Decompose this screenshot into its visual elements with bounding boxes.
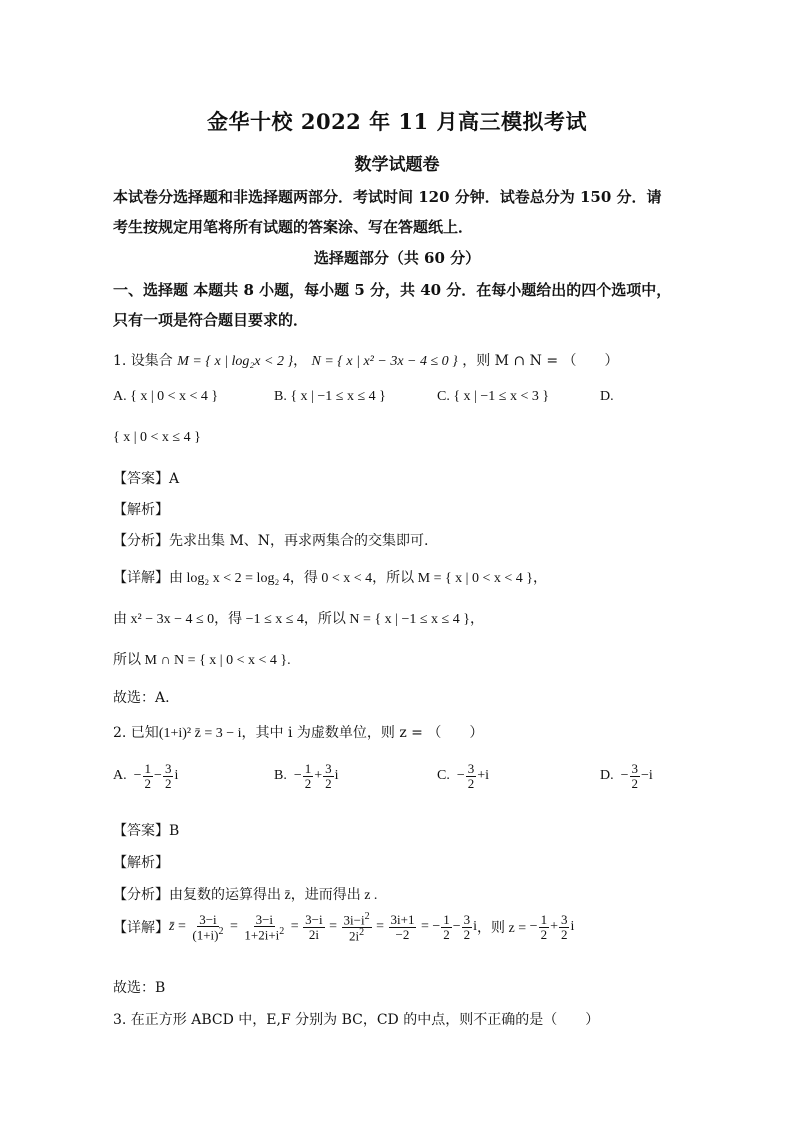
q1-analysis-tag: 【解析】 xyxy=(113,502,169,518)
q1-answer-value: A xyxy=(169,471,180,487)
q2-stem-math: (1+i)² z̄ = 3 − i xyxy=(158,726,242,741)
q2-stem xyxy=(113,722,483,742)
q1-answer-tag: 【答案】 xyxy=(113,471,169,487)
section-heading: 选择题部分（共 60 分） xyxy=(313,249,481,267)
q1-set-m: M = { x | log₂x < 2 } xyxy=(177,354,294,369)
q2-option-d-label: D. xyxy=(600,768,614,784)
q1-choose: 故选：A. xyxy=(113,690,170,706)
q1-comma: ， xyxy=(293,353,308,369)
q1-detail-1-text: 由 log₂ x < 2 = log₂ 4，得 0 < x < 4，所以 M = { x | 0 < x < 4 }， xyxy=(169,571,547,586)
q2-answer xyxy=(113,820,179,840)
q1-stem xyxy=(113,350,619,370)
q1-detail-3: 所以 M ∩ N = { x | 0 < x < 4 }. xyxy=(113,653,291,668)
q1-stem-suffix: ，则 M ∩ N = （ ） xyxy=(462,353,619,369)
q1-xiangjie-tag: 【详解】 xyxy=(113,570,169,586)
q1-option-d-value: { x | 0 < x ≤ 4 } xyxy=(113,430,201,445)
q2-analysis-tag: 【解析】 xyxy=(113,855,169,871)
q2-answer-value: B xyxy=(169,823,180,839)
q1-fenxi-text: 先求出集 M、N，再求两集合的交集即可. xyxy=(169,533,429,549)
q1-detail-2: 由 x² − 3x − 4 ≤ 0，得 −1 ≤ x ≤ 4，所以 N = { x | −1 ≤ x ≤ 4 }， xyxy=(113,612,484,627)
q2-option-a: A. − $\frac{1}{2}$ − $\frac{3}{2}$ i xyxy=(113,761,179,791)
q1-option-b: B. { x | −1 ≤ x ≤ 4 } xyxy=(274,389,386,404)
q1-option-d-label: D. xyxy=(600,389,614,404)
q2-option-a-label: A. xyxy=(113,768,127,784)
q1-fenxi xyxy=(113,530,428,550)
q1-detail-1 xyxy=(113,567,547,587)
exam-subtitle: 数学试题卷 xyxy=(354,155,440,175)
section-intro-line-2: 只有一项是符合题目要求的． xyxy=(113,311,309,329)
q2-choose: 故选：B xyxy=(113,980,166,996)
q2-detail-suffix: ，则 z = xyxy=(477,921,527,937)
instructions-line-1: 本试卷分选择题和非选择题两部分．考试时间 120 分钟．试卷总分为 150 分．请 xyxy=(113,188,662,206)
q3-stem: 3. 在正方形 ABCD 中，E,F 分别为 BC，CD 的中点，则不正确的是（ ） xyxy=(113,1012,600,1028)
q2-option-b: B. − $\frac{1}{2}$ + $\frac{3}{2}$ i xyxy=(274,761,339,791)
section-intro-line-1: 一、选择题 本题共 8 小题，每小题 5 分，共 40 分．在每小题给出的四个选项中， xyxy=(113,281,672,299)
q2-option-c-label: C. xyxy=(437,768,450,784)
q2-fenxi xyxy=(113,884,377,904)
q1-option-c: C. { x | −1 ≤ x < 3 } xyxy=(437,389,550,404)
q2-stem-prefix: 2. 已知 xyxy=(113,725,159,741)
exam-title: 金华十校 2022 年 11 月高三模拟考试 xyxy=(207,109,587,134)
q2-option-d: D. − $\frac{3}{2}$ −i xyxy=(600,761,653,791)
q1-answer xyxy=(113,468,179,488)
q2-option-b-label: B. xyxy=(274,768,287,784)
q1-fenxi-tag: 【分析】 xyxy=(113,533,169,549)
q2-xiangjie-tag: 【详解】 xyxy=(113,921,169,937)
q2-fenxi-tag: 【分析】 xyxy=(113,887,169,903)
q2-fenxi-text: 由复数的运算得出 z̄，进而得出 z . xyxy=(169,888,378,903)
q2-stem-suffix: ，其中 i 为虚数单位，则 z = （ ） xyxy=(241,725,484,741)
q2-option-c: C. − $\frac{3}{2}$ +i xyxy=(437,761,490,791)
q2-answer-tag: 【答案】 xyxy=(113,823,169,839)
q1-stem-prefix: 1. 设集合 xyxy=(113,353,173,369)
q1-option-a: A. { x | 0 < x < 4 } xyxy=(113,389,219,404)
instructions-line-2: 考生按规定用笔将所有试题的答案涂、写在答题纸上． xyxy=(113,218,474,236)
q1-set-n: N = { x | x² − 3x − 4 ≤ 0 } xyxy=(311,354,458,369)
q2-detail: 【详解】 z̄ = $\frac{3-i}{(1+i)^2}$ = $\frac{3-i}{1+2i+i^2}$ = $\frac{3-i}{2i}$ = $\frac{3i-i^2}{2i^2}$ = $\frac{3i+1}{-2}$ = − $\frac{1}{2}$ − $\frac{3}{2}$ i ，则 z = − $\frac{1}{2}$ + $\frac{3}{2}$ i xyxy=(113,911,575,944)
